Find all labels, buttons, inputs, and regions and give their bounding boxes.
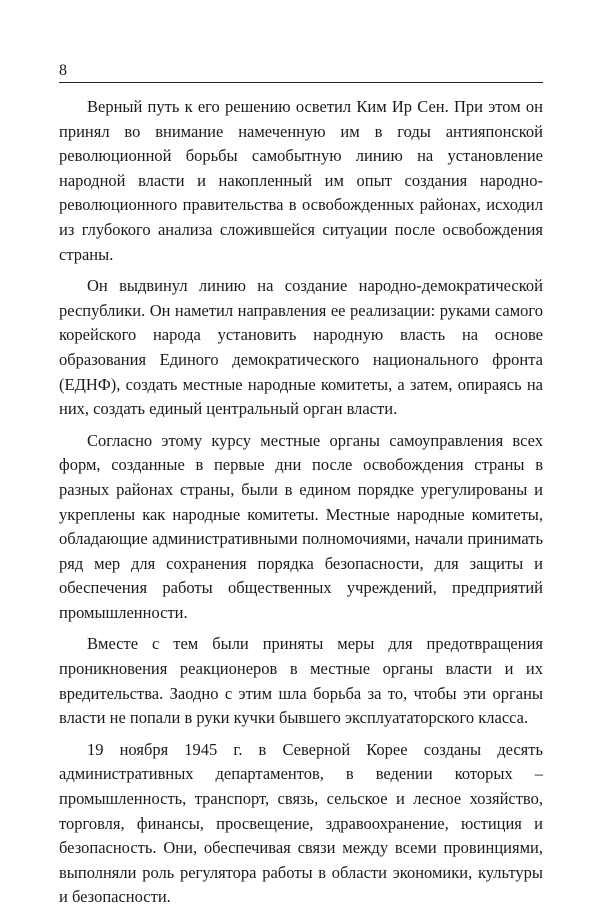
paragraph-1: Верный путь к его решению осветил Ким Ир Сен. При этом он принял во внимание намеченную им в годы антияпонской революционной борьбы самобытную линию на установление народной власти и накопленный им опыт создания народно-революционного правительства в освобожденных районах, исходил из глубокого анализа сложившейся ситуации после освобождения страны. [59,97,543,264]
document-page [59,60,543,917]
paragraph-2: Он выдвинул линию на создание народно-демократической республики. Он наметил направления ее реализации: руками самого корейского народа установить народную власть на основе образования Единого демократического национального фронта (ЕДНФ), создать местные народные комитеты, а затем, опираясь на них, создать единый центральный орган власти. [59,276,543,419]
paragraph-4: Вместе с тем были приняты меры для предотвращения проникновения реакционеров в местные органы власти и их вредительства. Заодно с этим шла борьба за то, чтобы эти органы власти не попали в руки кучки бывшего эксплуататорского класса. [59,634,543,728]
body-text [59,95,543,910]
page-header [59,60,543,83]
paragraph-3: Согласно этому курсу местные органы самоуправления всех форм, созданные в первые дни после освобождения страны в разных районах страны, были в едином порядке урегулированы и укреплены как народные комитеты. Местные народные комитеты, обладающие административными полномочиями, начали принимать ряд мер для сохранения порядка безопасности, для защиты и обеспечения работы общественных учреждений, предприятий промышленности. [59,430,543,622]
page-number: 8 [59,62,67,79]
paragraph-5: 19 ноября 1945 г. в Северной Корее созданы десять административных департаментов, в ведении которых – промышленность, транспорт, связь, сельское и лесное хозяйство, торговля, финансы, просвещение, здравоохранение, юстиция и безопасность. Они, обеспечивая связи между всеми провинциями, выполняли роль регулятора работы в области экономики, культуры и безопасности. [59,739,543,907]
